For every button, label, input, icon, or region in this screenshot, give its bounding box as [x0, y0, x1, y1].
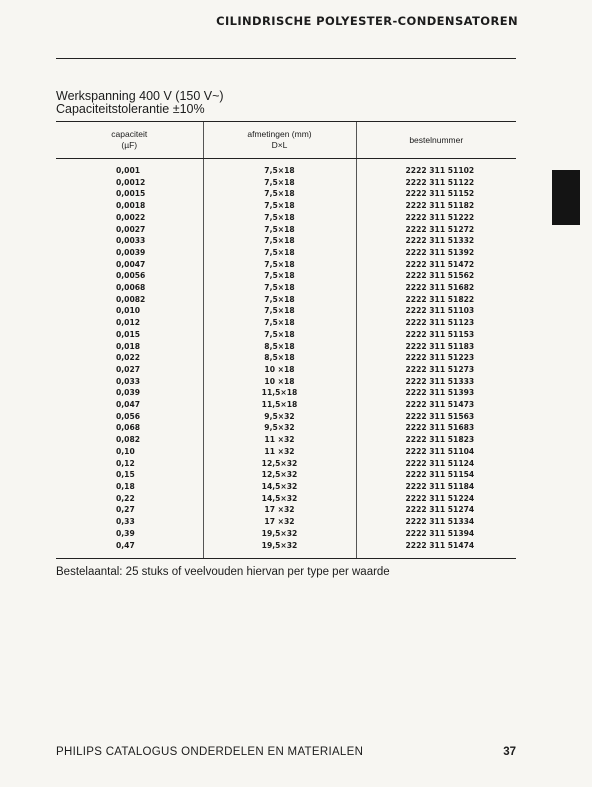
- cell-order-number: 2222 311 51274: [356, 504, 516, 516]
- cell-capacitance: 0,39: [116, 528, 135, 538]
- table-row: [56, 247, 516, 259]
- table-row: [56, 399, 516, 411]
- table-row: [56, 259, 516, 271]
- cell-capacitance: 0,15: [116, 470, 135, 480]
- cell-order-number: 2222 311 51394: [356, 528, 516, 540]
- spec-block: [56, 90, 224, 116]
- capacitor-table-container: [56, 121, 516, 559]
- cell-capacitance: 0,039: [116, 388, 141, 398]
- cell-dimensions: 7,5×18: [203, 305, 356, 317]
- header-dimensions: afmetingen (mm) D×L: [203, 122, 356, 159]
- cell-capacitance: 0,0027: [116, 224, 146, 234]
- cell-dimensions: 12,5×32: [203, 458, 356, 470]
- table-body: [56, 159, 516, 559]
- cell-capacitance: 0,0033: [116, 236, 146, 246]
- cell-order-number: 2222 311 51474: [356, 540, 516, 559]
- cell-capacitance: 0,0082: [116, 294, 146, 304]
- table-row: [56, 282, 516, 294]
- cell-dimensions: 19,5×32: [203, 540, 356, 559]
- cell-order-number: 2222 311 51103: [356, 305, 516, 317]
- table-row: [56, 270, 516, 282]
- section-tab-marker: [552, 170, 580, 225]
- table-row: [56, 224, 516, 236]
- table-row: [56, 422, 516, 434]
- cell-dimensions: 7,5×18: [203, 224, 356, 236]
- cell-capacitance: 0,18: [116, 481, 135, 491]
- cell-capacitance: 0,27: [116, 505, 135, 515]
- order-quantity-note: Bestelaantal: 25 stuks of veelvouden hiervan per type per waarde: [56, 566, 390, 578]
- cell-capacitance: 0,022: [116, 353, 141, 363]
- cell-order-number: 2222 311 51562: [356, 270, 516, 282]
- cell-dimensions: 14,5×32: [203, 481, 356, 493]
- cell-dimensions: 9,5×32: [203, 411, 356, 423]
- cell-capacitance: 0,018: [116, 341, 141, 351]
- cell-order-number: 2222 311 51124: [356, 458, 516, 470]
- cell-capacitance: 0,0015: [116, 189, 146, 199]
- cell-dimensions: 7,5×18: [203, 282, 356, 294]
- cell-order-number: 2222 311 51683: [356, 422, 516, 434]
- cell-dimensions: 7,5×18: [203, 329, 356, 341]
- footer-catalog-title: PHILIPS CATALOGUS ONDERDELEN EN MATERIALEN: [56, 746, 364, 758]
- cell-order-number: 2222 311 51154: [356, 469, 516, 481]
- header-order-number: bestelnummer: [356, 122, 516, 159]
- table-row: [56, 159, 516, 177]
- cell-capacitance: 0,010: [116, 306, 141, 316]
- cell-order-number: 2222 311 51332: [356, 235, 516, 247]
- cell-capacitance: 0,068: [116, 423, 141, 433]
- cell-order-number: 2222 311 51473: [356, 399, 516, 411]
- cell-order-number: 2222 311 51273: [356, 364, 516, 376]
- table-row: [56, 434, 516, 446]
- table-row: [56, 469, 516, 481]
- cell-order-number: 2222 311 51102: [356, 159, 516, 177]
- header-rule: [56, 58, 516, 59]
- cell-capacitance: 0,0018: [116, 201, 146, 211]
- cell-order-number: 2222 311 51122: [356, 177, 516, 189]
- page-header-title: CILINDRISCHE POLYESTER-CONDENSATOREN: [216, 14, 518, 28]
- table-row: [56, 446, 516, 458]
- cell-order-number: 2222 311 51153: [356, 329, 516, 341]
- cell-capacitance: 0,33: [116, 517, 135, 527]
- cell-capacitance: 0,47: [56, 540, 203, 559]
- table-row: [56, 352, 516, 364]
- cell-order-number: 2222 311 51184: [356, 481, 516, 493]
- table-row: [56, 212, 516, 224]
- cell-dimensions: 11,5×18: [203, 399, 356, 411]
- table-row: [56, 376, 516, 388]
- cell-capacitance: 0,015: [116, 329, 141, 339]
- cell-dimensions: 7,5×18: [203, 177, 356, 189]
- cell-capacitance: 0,0022: [116, 212, 146, 222]
- working-voltage: Werkspanning 400 V (150 V~): [56, 89, 224, 103]
- cell-order-number: 2222 311 51822: [356, 294, 516, 306]
- cell-order-number: 2222 311 51223: [356, 352, 516, 364]
- table-row: [56, 493, 516, 505]
- table-row: [56, 481, 516, 493]
- cell-order-number: 2222 311 51333: [356, 376, 516, 388]
- cell-dimensions: 17 ×32: [203, 504, 356, 516]
- cell-dimensions: 17 ×32: [203, 516, 356, 528]
- cell-capacitance: 0,0047: [116, 259, 146, 269]
- cell-dimensions: 7,5×18: [203, 247, 356, 259]
- cell-dimensions: 9,5×32: [203, 422, 356, 434]
- table-row: [56, 305, 516, 317]
- table-row: [56, 364, 516, 376]
- table-row: [56, 540, 516, 559]
- table-row: [56, 341, 516, 353]
- cell-dimensions: 7,5×18: [203, 235, 356, 247]
- cell-dimensions: 12,5×32: [203, 469, 356, 481]
- cell-dimensions: 7,5×18: [203, 188, 356, 200]
- cell-order-number: 2222 311 51104: [356, 446, 516, 458]
- cell-dimensions: 11,5×18: [203, 387, 356, 399]
- cell-dimensions: 7,5×18: [203, 294, 356, 306]
- cell-order-number: 2222 311 51393: [356, 387, 516, 399]
- cell-order-number: 2222 311 51472: [356, 259, 516, 271]
- table-row: [56, 387, 516, 399]
- cell-dimensions: 10 ×18: [203, 376, 356, 388]
- table-row: [56, 411, 516, 423]
- header-capacitance: capaciteit (µF): [56, 122, 203, 159]
- cell-capacitance: 0,0039: [116, 247, 146, 257]
- cell-dimensions: 7,5×18: [203, 270, 356, 282]
- cell-order-number: 2222 311 51823: [356, 434, 516, 446]
- cell-dimensions: 7,5×18: [203, 212, 356, 224]
- cell-capacitance: 0,047: [116, 400, 141, 410]
- table-row: [56, 235, 516, 247]
- cell-dimensions: 10 ×18: [203, 364, 356, 376]
- table-row: [56, 188, 516, 200]
- capacitance-tolerance: Capaciteitstolerantie ±10%: [56, 102, 205, 116]
- cell-capacitance: 0,0012: [116, 177, 146, 187]
- table-row: [56, 329, 516, 341]
- table-row: [56, 458, 516, 470]
- table-row: [56, 200, 516, 212]
- cell-capacitance: 0,056: [116, 411, 141, 421]
- cell-capacitance: 0,0068: [116, 283, 146, 293]
- cell-dimensions: 14,5×32: [203, 493, 356, 505]
- cell-capacitance: 0,12: [116, 458, 135, 468]
- cell-capacitance: 0,22: [116, 493, 135, 503]
- cell-order-number: 2222 311 51392: [356, 247, 516, 259]
- cell-capacitance: 0,033: [116, 376, 141, 386]
- cell-order-number: 2222 311 51182: [356, 200, 516, 212]
- table-row: [56, 317, 516, 329]
- cell-capacitance: 0,0056: [116, 271, 146, 281]
- table-row: [56, 177, 516, 189]
- table-header-row: [56, 122, 516, 159]
- cell-order-number: 2222 311 51272: [356, 224, 516, 236]
- cell-order-number: 2222 311 51224: [356, 493, 516, 505]
- capacitor-table: [56, 121, 516, 559]
- cell-dimensions: 7,5×18: [203, 200, 356, 212]
- cell-order-number: 2222 311 51682: [356, 282, 516, 294]
- cell-order-number: 2222 311 51222: [356, 212, 516, 224]
- cell-dimensions: 7,5×18: [203, 317, 356, 329]
- page-number: 37: [503, 746, 516, 758]
- cell-dimensions: 11 ×32: [203, 446, 356, 458]
- cell-dimensions: 19,5×32: [203, 528, 356, 540]
- cell-order-number: 2222 311 51123: [356, 317, 516, 329]
- cell-order-number: 2222 311 51334: [356, 516, 516, 528]
- cell-order-number: 2222 311 51563: [356, 411, 516, 423]
- cell-capacitance: 0,10: [116, 446, 135, 456]
- cell-dimensions: 7,5×18: [203, 159, 356, 177]
- table-row: [56, 528, 516, 540]
- cell-capacitance: 0,012: [116, 318, 141, 328]
- cell-capacitance: 0,001: [116, 166, 141, 175]
- cell-dimensions: 11 ×32: [203, 434, 356, 446]
- cell-dimensions: 8,5×18: [203, 341, 356, 353]
- table-row: [56, 516, 516, 528]
- cell-order-number: 2222 311 51152: [356, 188, 516, 200]
- cell-capacitance: 0,082: [116, 435, 141, 445]
- cell-dimensions: 7,5×18: [203, 259, 356, 271]
- cell-capacitance: 0,027: [116, 364, 141, 374]
- table-row: [56, 504, 516, 516]
- cell-order-number: 2222 311 51183: [356, 341, 516, 353]
- table-row: [56, 294, 516, 306]
- cell-dimensions: 8,5×18: [203, 352, 356, 364]
